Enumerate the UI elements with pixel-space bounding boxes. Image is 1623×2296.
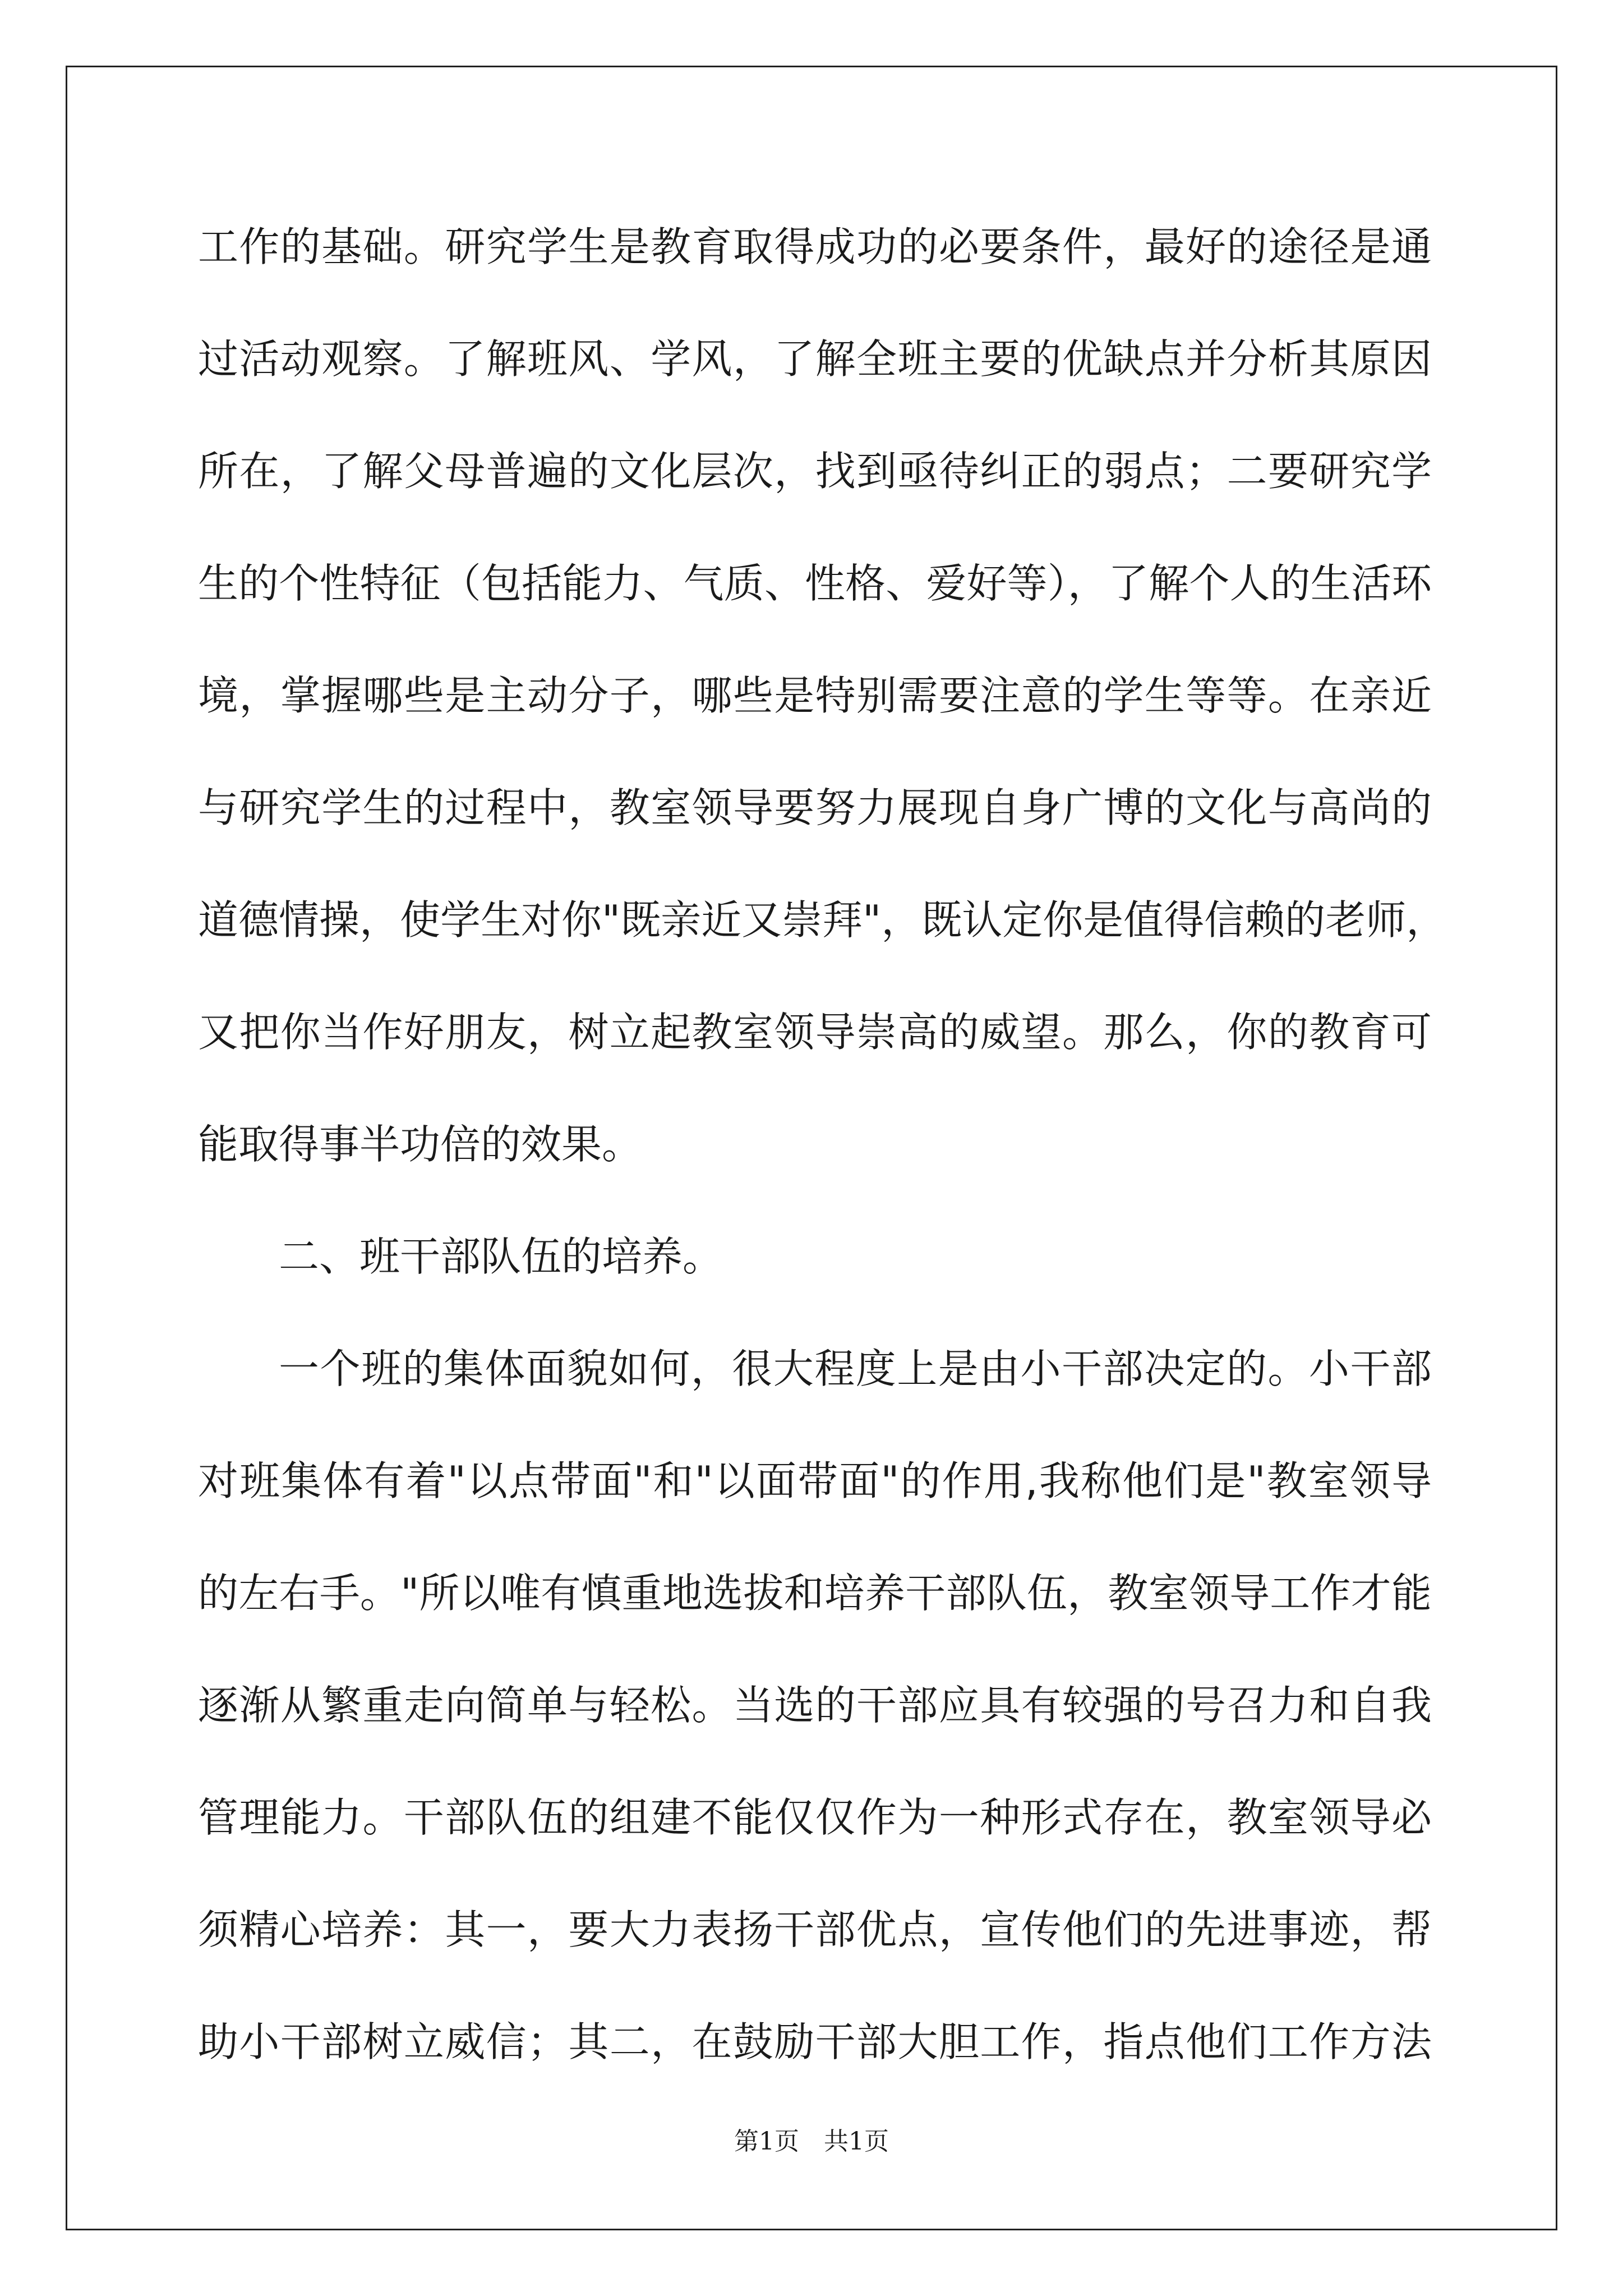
text-line: 的左右手。"所以唯有慎重地选拔和培养干部队伍，教室领导工作才能 <box>198 1570 1432 1617</box>
text-line: 道德情操，使学生对你"既亲近又崇拜"，既认定你是值得信赖的老师， <box>198 896 1447 944</box>
paragraph-first-line: 一个班的集体面貌如何，很大程度上是由小干部决定的。小干部 <box>279 1345 1432 1392</box>
page-total: 共1页 <box>824 2127 889 2156</box>
page-number: 第1页 <box>734 2127 799 2156</box>
page-footer <box>0 2125 1623 2159</box>
text-line: 过活动观察。了解班风、学风，了解全班主要的优缺点并分析其原因 <box>198 335 1432 383</box>
paragraph-end-line: 能取得事半功倍的效果。 <box>198 1121 643 1168</box>
text-line: 与研究学生的过程中，教室领导要努力展现自身广博的文化与高尚的 <box>198 784 1432 831</box>
text-line: 生的个性特征（包括能力、气质、性格、爱好等），了解个人的生活环 <box>198 560 1432 607</box>
text-line: 所在，了解父母普遍的文化层次，找到亟待纠正的弱点；二要研究学 <box>198 448 1432 495</box>
text-line: 助小干部树立威信；其二，在鼓励干部大胆工作，指点他们工作方法 <box>198 2018 1432 2065</box>
text-line: 逐渐从繁重走向简单与轻松。当选的干部应具有较强的号召力和自我 <box>198 1682 1432 1729</box>
text-line: 须精心培养：其一，要大力表扬干部优点，宣传他们的先进事迹，帮 <box>198 1906 1432 1953</box>
text-line: 管理能力。干部队伍的组建不能仅仅作为一种形式存在，教室领导必 <box>198 1794 1432 1841</box>
section-heading: 二、班干部队伍的培养。 <box>279 1233 723 1280</box>
text-line: 对班集体有着"以点带面"和"以面带面"的作用,我称他们是"教室领导 <box>198 1457 1432 1504</box>
text-line: 工作的基础。研究学生是教育取得成功的必要条件，最好的途径是通 <box>198 223 1432 270</box>
text-line: 又把你当作好朋友，树立起教室领导崇高的威望。那么，你的教育可 <box>198 1009 1432 1056</box>
text-line: 境，掌握哪些是主动分子，哪些是特别需要注意的学生等等。在亲近 <box>198 672 1432 719</box>
